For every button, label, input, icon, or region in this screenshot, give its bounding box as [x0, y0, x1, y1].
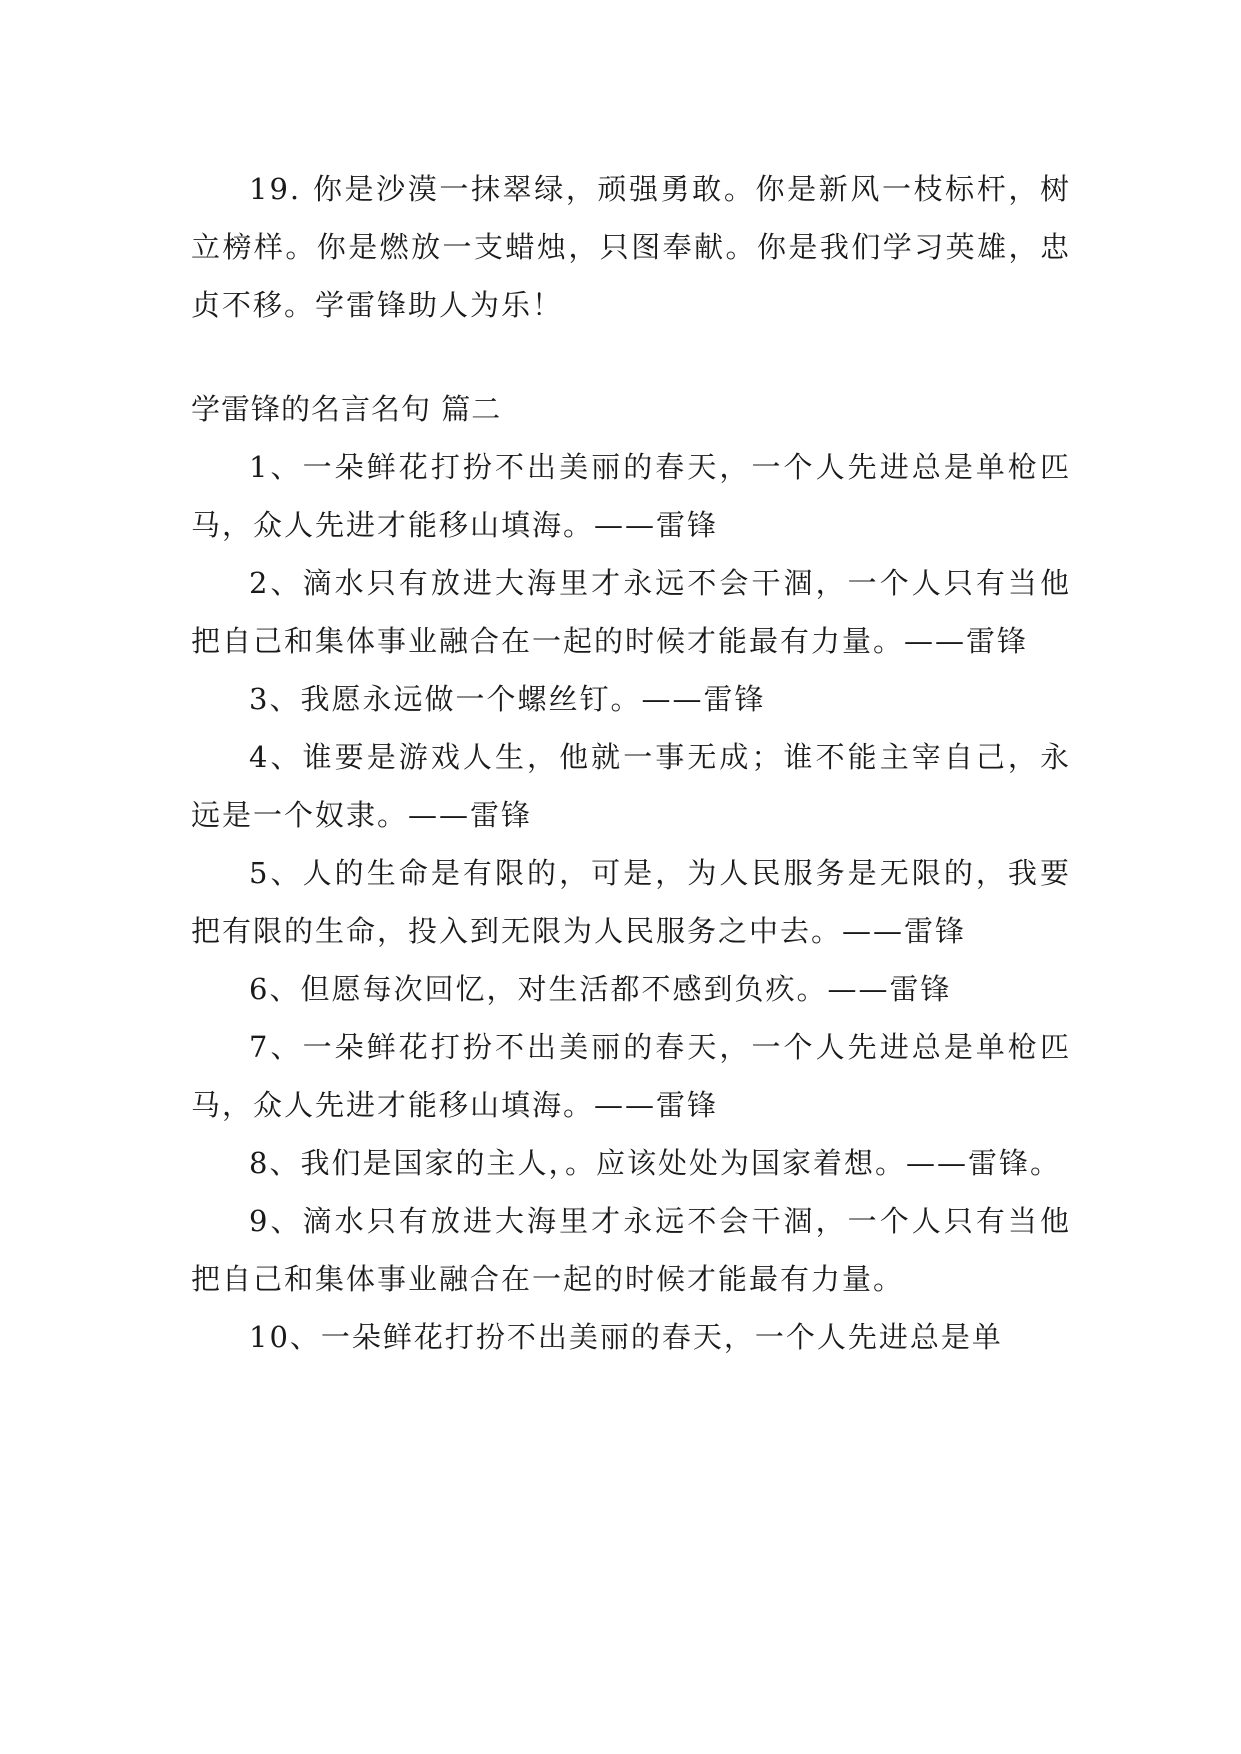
quote-item-6: 6、但愿每次回忆，对生活都不感到负疚。——雷锋 — [249, 972, 952, 1006]
document-body — [191, 160, 1071, 1366]
quote-item-1: 1、一朵鲜花打扮不出美丽的春天，一个人先进总是单枪匹马，众人先进才能移山填海。——雷锋 — [191, 450, 1071, 542]
quote-item-8: 8、我们是国家的主人，。应该处处为国家着想。——雷锋。 — [249, 1146, 1061, 1180]
quote-item-5: 5、人的生命是有限的，可是，为人民服务是无限的，我要把有限的生命，投入到无限为人民服务之中去。——雷锋 — [191, 856, 1071, 948]
quote-item-2: 2、滴水只有放进大海里才永远不会干涸，一个人只有当他把自己和集体事业融合在一起的时候才能最有力量。——雷锋 — [191, 566, 1071, 658]
quote-item-10: 10、一朵鲜花打扮不出美丽的春天，一个人先进总是单 — [249, 1320, 1003, 1354]
intro-paragraph: 19. 你是沙漠一抹翠绿，顽强勇敢。你是新风一枝标杆，树立榜样。你是燃放一支蜡烛，只图奉献。你是我们学习英雄，忠贞不移。学雷锋助人为乐！ — [191, 172, 1071, 322]
section-heading: 学雷锋的名言名句 篇二 — [191, 392, 502, 426]
section-gap — [191, 334, 1071, 380]
quote-item-4: 4、谁要是游戏人生，他就一事无成；谁不能主宰自己，永远是一个奴隶。——雷锋 — [191, 740, 1071, 832]
quote-item-7: 7、一朵鲜花打扮不出美丽的春天，一个人先进总是单枪匹马，众人先进才能移山填海。——雷锋 — [191, 1030, 1071, 1122]
quote-item-9: 9、滴水只有放进大海里才永远不会干涸，一个人只有当他把自己和集体事业融合在一起的时候才能最有力量。 — [191, 1204, 1071, 1296]
quote-item-3: 3、我愿永远做一个螺丝钉。——雷锋 — [249, 682, 766, 716]
